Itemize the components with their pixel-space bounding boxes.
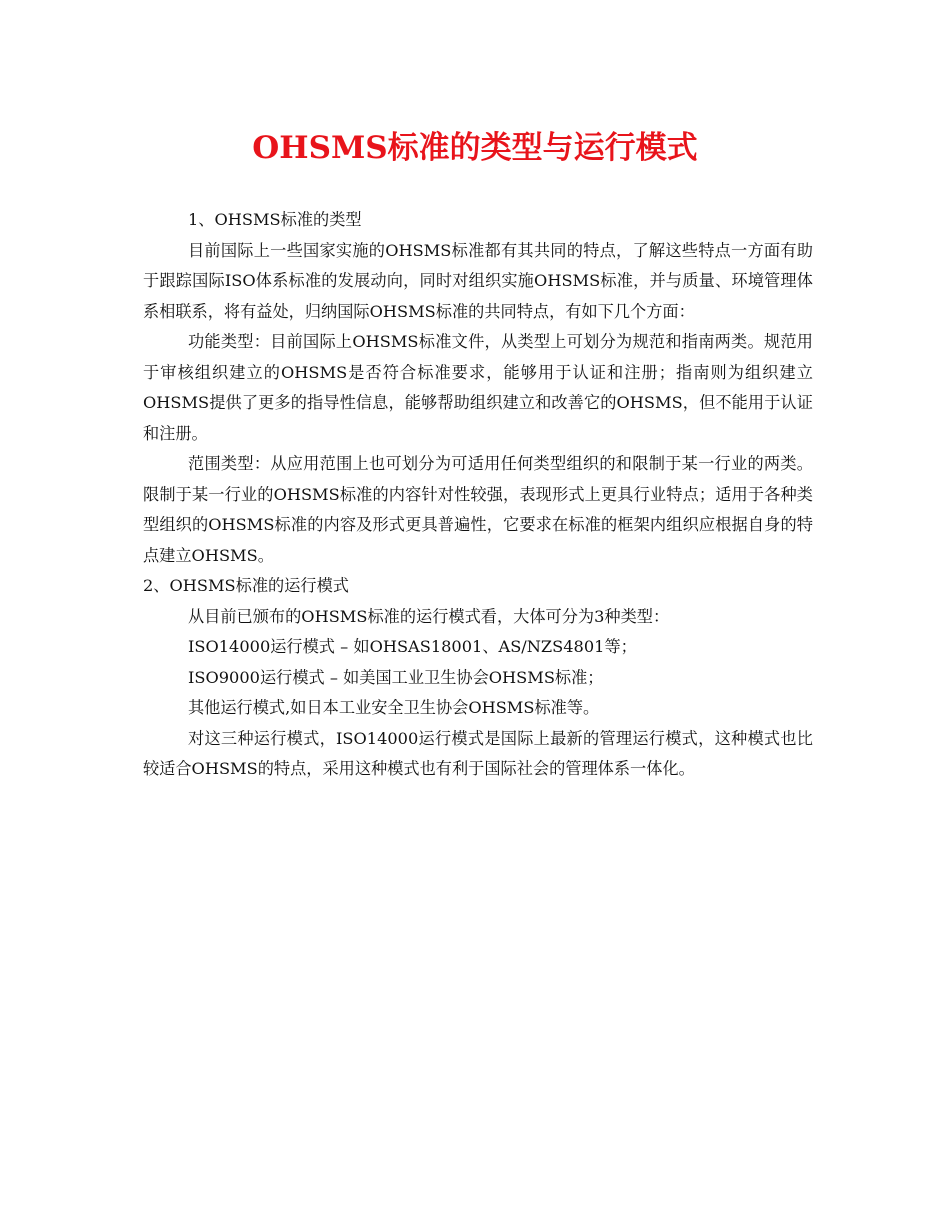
list-item-other: 其他运行模式,如日本工业安全卫生协会OHSMS标准等。 (188, 698, 600, 717)
list-item-iso9000: ISO9000运行模式 – 如美国工业卫生协会OHSMS标准； (188, 667, 604, 687)
section-heading-1: 1、OHSMS标准的类型 (188, 210, 362, 229)
section-heading-2: 2、OHSMS标准的运行模式 (143, 576, 349, 595)
list-item-iso14000: ISO14000运行模式 – 如OHSAS18001、AS/NZS4801等； (188, 637, 637, 656)
paragraph-scope-type: 范围类型：从应用范围上也可划分为可适用任何类型组织的和限制于某一行业的两类。限制于某一行业的OHSMS标准的内容针对性较强，表现形式上更具行业特点；适用于各种类型组织的OHSMS标准的内容及形式更具普遍性，它要求在标准的框架内组织应根据自身的特点建立OHSMS。 (143, 454, 813, 565)
paragraph-conclusion: 对这三种运行模式，ISO14000运行模式是国际上最新的管理运行模式，这种模式也比较适合OHSMS的特点，采用这种模式也有利于国际社会的管理体系一体化。 (143, 728, 813, 778)
document-body (143, 205, 813, 785)
paragraph-mode-overview: 从目前已颁布的OHSMS标准的运行模式看，大体可分为3种类型： (188, 606, 670, 626)
paragraph-function-type: 功能类型：目前国际上OHSMS标准文件，从类型上可划分为规范和指南两类。规范用于审核组织建立的OHSMS是否符合标准要求，能够用于认证和注册；指南则为组织建立OHSMS提供了更多的指导性信息，能够帮助组织建立和改善它的OHSMS，但不能用于认证和注册。 (143, 332, 813, 443)
document-title: OHSMS标准的类型与运行模式 (252, 130, 698, 166)
paragraph-intro: 目前国际上一些国家实施的OHSMS标准都有其共同的特点，了解这些特点一方面有助于跟踪国际ISO体系标准的发展动向，同时对组织实施OHSMS标准，并与质量、环境管理体系相联系，将有益处，归纳国际OHSMS标准的共同特点，有如下几个方面： (143, 240, 813, 321)
